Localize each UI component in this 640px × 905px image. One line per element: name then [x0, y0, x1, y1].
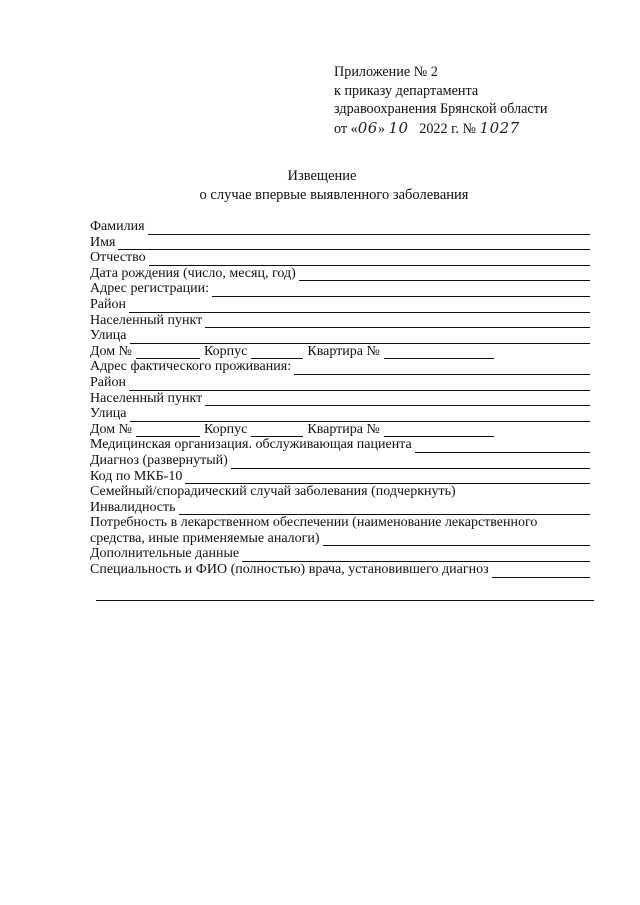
field-label: Диагноз (развернутый): [90, 452, 228, 468]
house-fill-line[interactable]: [136, 347, 200, 359]
appendix-date-line: [334, 119, 548, 139]
field-locality-1: [90, 313, 590, 329]
field-patronymic: [90, 250, 590, 266]
building-fill-line[interactable]: [251, 347, 303, 359]
fill-line[interactable]: [129, 379, 590, 391]
appendix-department: здравоохранения Брянской области: [334, 101, 548, 117]
fill-line[interactable]: [492, 566, 590, 578]
apartment-fill-line[interactable]: [384, 425, 494, 437]
apartment-fill-line[interactable]: [384, 347, 494, 359]
field-label: Дата рождения (число, месяц, год): [90, 265, 296, 281]
field-surname: [90, 219, 590, 235]
date-day-handwritten: 06: [357, 118, 378, 137]
field-icd10: [90, 469, 590, 485]
date-year: 2022 г. №: [419, 120, 476, 137]
appendix-title: Приложение № 2: [334, 64, 438, 80]
field-actual-address: [90, 359, 590, 375]
fill-line[interactable]: [185, 472, 590, 484]
field-locality-2: [90, 391, 590, 407]
field-label: Район: [90, 296, 126, 312]
house-fill-line[interactable]: [136, 425, 200, 437]
document-subtitle: о случае впервые выявленного заболевания: [199, 187, 469, 203]
field-label: Населенный пункт: [90, 390, 203, 406]
fill-line[interactable]: [130, 332, 590, 344]
date-month-handwritten: 10: [388, 118, 409, 137]
date-prefix: от «: [334, 120, 358, 137]
fill-line[interactable]: [148, 223, 590, 235]
fill-line[interactable]: [299, 269, 590, 281]
fill-line[interactable]: [231, 457, 590, 469]
date-quote-close: »: [377, 120, 385, 137]
field-district-1: [90, 297, 590, 313]
field-birth-date: [90, 266, 590, 282]
field-reg-address: [90, 281, 590, 297]
fill-line[interactable]: [130, 410, 590, 422]
field-house-2: [90, 422, 590, 438]
field-label: Адрес регистрации:: [90, 281, 210, 297]
fill-line[interactable]: [149, 254, 590, 266]
fill-line[interactable]: [415, 441, 590, 453]
field-label: Имя: [90, 234, 116, 250]
fill-line[interactable]: [205, 316, 590, 328]
field-doctor: [90, 562, 590, 578]
document-title: Извещение: [287, 168, 357, 184]
field-label: Улица: [90, 328, 127, 344]
field-label: Специальность и ФИО (полностью) врача, установившего диагноз: [90, 562, 489, 578]
fill-line[interactable]: [179, 503, 590, 515]
fill-line[interactable]: [129, 301, 590, 313]
fill-line[interactable]: [294, 363, 590, 375]
field-label: Отчество: [90, 250, 146, 266]
building-label: Корпус: [204, 343, 248, 359]
field-disability: [90, 500, 590, 516]
field-drug-need-2: [90, 531, 590, 547]
field-street-2: [90, 406, 590, 422]
appendix-order-ref: к приказу департамента: [334, 82, 479, 99]
field-label: Адрес фактического проживания:: [90, 359, 292, 375]
field-drug-need-1: [90, 515, 590, 531]
field-label: Фамилия: [90, 219, 145, 234]
field-label: Медицинская организация. обслуживающая пациента: [90, 437, 412, 453]
building-fill-line[interactable]: [251, 425, 303, 437]
field-label: Код по МКБ-10: [90, 468, 183, 484]
field-med-org: [90, 437, 590, 453]
fill-line[interactable]: [205, 394, 590, 406]
doctor-continuation-line[interactable]: [96, 600, 594, 601]
field-street-1: [90, 328, 590, 344]
field-case-type: [90, 484, 590, 500]
field-label: средства, иные применяемые аналоги): [90, 530, 320, 546]
house-label: Дом №: [90, 343, 132, 359]
notification-form: [90, 219, 590, 578]
field-additional: [90, 546, 590, 562]
fill-line[interactable]: [323, 534, 590, 546]
field-label: Улица: [90, 406, 127, 422]
fill-line[interactable]: [242, 550, 590, 562]
building-label: Корпус: [204, 421, 248, 437]
apartment-label: Квартира №: [307, 343, 380, 359]
field-name: [90, 235, 590, 251]
appendix-header: [334, 63, 548, 138]
field-label: Инвалидность: [90, 499, 176, 515]
fill-line[interactable]: [212, 285, 590, 297]
field-label: Район: [90, 374, 126, 390]
order-number-handwritten: 1027: [479, 118, 520, 137]
field-label: Населенный пункт: [90, 312, 203, 328]
field-house-1: [90, 344, 590, 360]
field-label: Семейный/спорадический случай заболевания (подчеркнуть): [90, 484, 456, 500]
field-label: Потребность в лекарственном обеспечении (наименование лекарственного: [90, 515, 538, 531]
field-label: Дополнительные данные: [90, 546, 240, 562]
field-district-2: [90, 375, 590, 391]
fill-line[interactable]: [118, 238, 590, 250]
house-label: Дом №: [90, 421, 132, 437]
apartment-label: Квартира №: [307, 421, 380, 437]
field-diagnosis: [90, 453, 590, 469]
